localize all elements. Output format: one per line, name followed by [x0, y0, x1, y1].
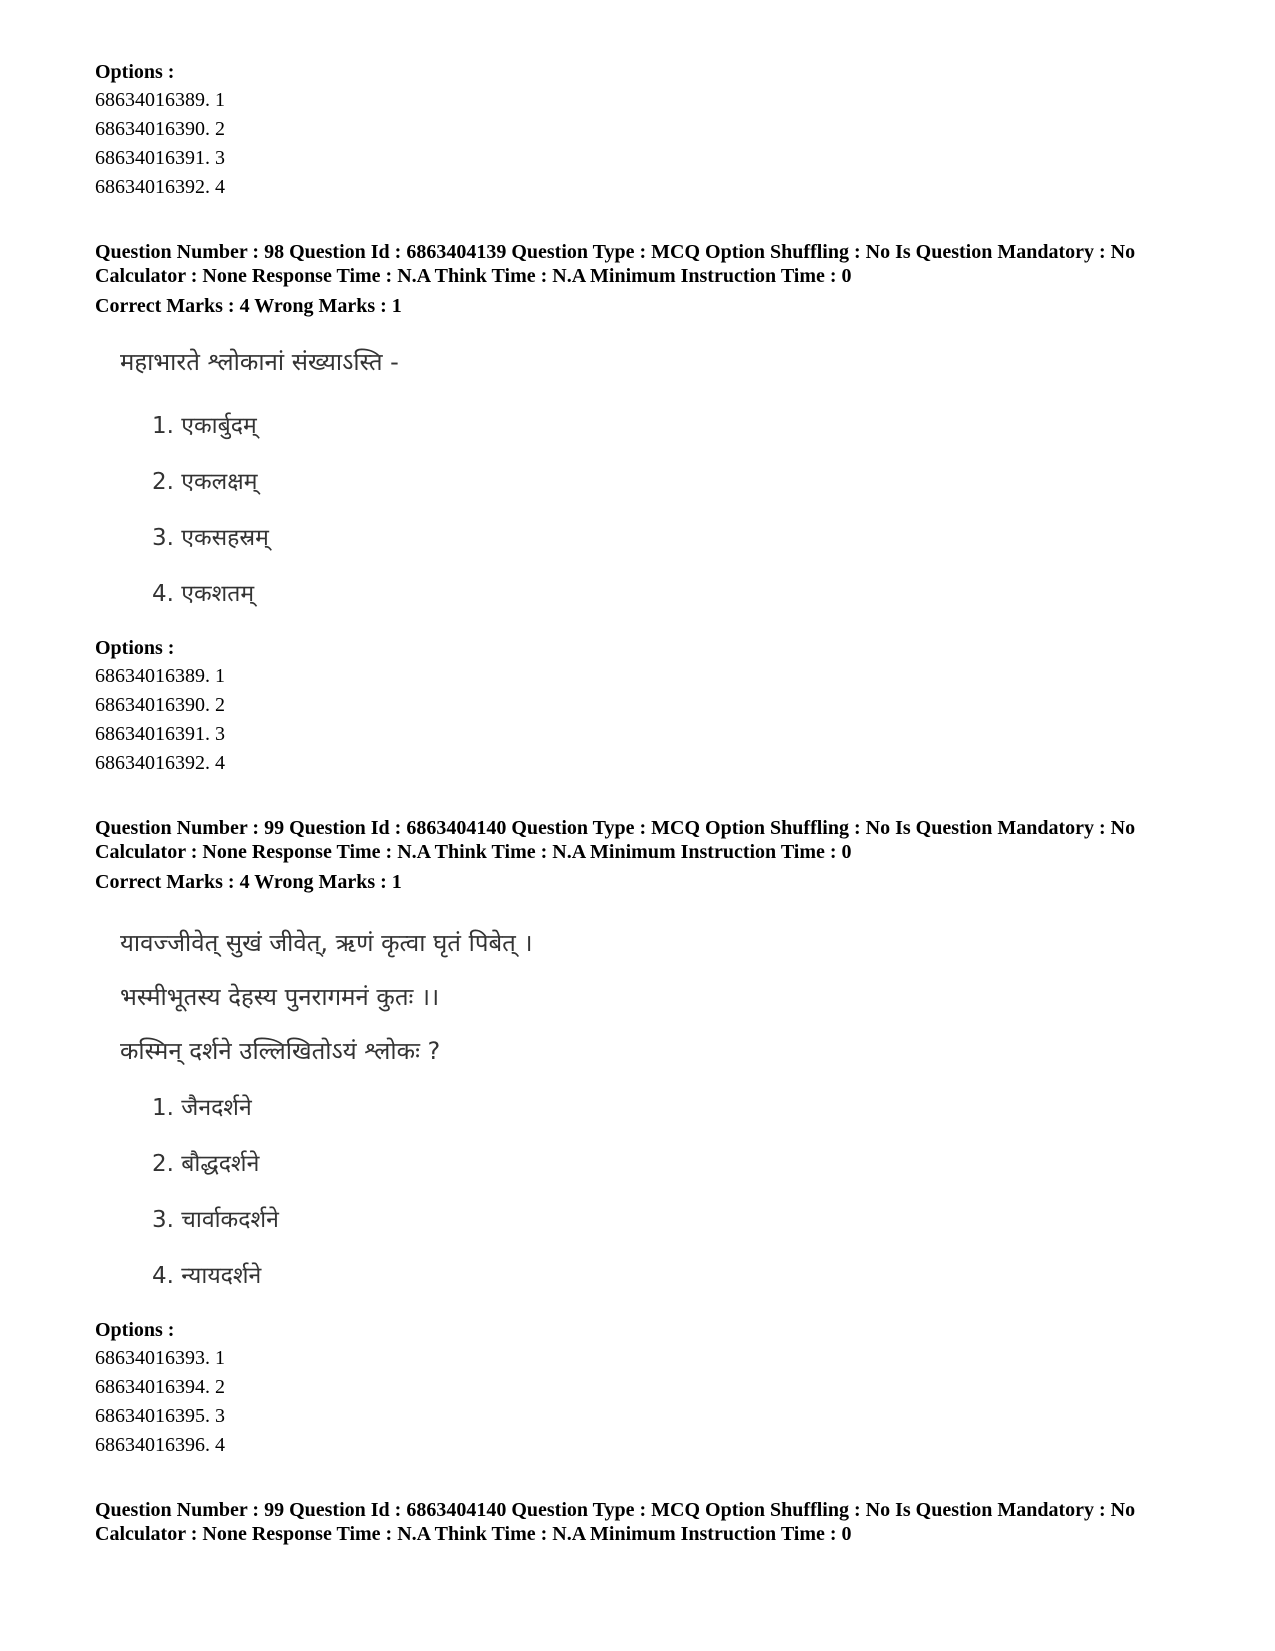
options-block	[95, 58, 1225, 202]
question-meta: Question Number : 98 Question Id : 6863404139 Question Type : MCQ Option Shuffling : No Is Question Mandatory : No Calculator : None Response Time : N.A Think Time : N.A Minimum Instruction Time : 0	[95, 241, 1136, 287]
options-label: Options :	[95, 637, 175, 659]
option-line: 68634016390. 2	[95, 118, 225, 140]
option-line: 68634016391. 3	[95, 723, 225, 745]
options-label: Options :	[95, 61, 175, 83]
question-text: कस्मिन् दर्शने उल्लिखितोऽयं श्लोकः ?	[120, 1037, 441, 1065]
options-block	[95, 1316, 1225, 1460]
question-text-block	[120, 916, 1225, 1304]
option-line: 68634016393. 1	[95, 1347, 225, 1369]
question-choice: 2. बौद्धदर्शने	[152, 1151, 260, 1177]
document-page	[95, 58, 1225, 1546]
option-line: 68634016392. 4	[95, 176, 225, 198]
question-choice: 3. चार्वाकदर्शने	[152, 1207, 279, 1233]
option-line: 68634016389. 1	[95, 665, 225, 687]
question-marks: Correct Marks : 4 Wrong Marks : 1	[95, 871, 402, 893]
options-block	[95, 634, 1225, 778]
question-text-block	[120, 342, 1225, 622]
question-text: यावज्जीवेत् सुखं जीवेत्, ऋणं कृत्वा घृतं पिबेत् ।	[120, 929, 533, 957]
question-choice: 3. एकसहस्रम्	[152, 525, 269, 551]
question-choice: 1. जैनदर्शने	[152, 1095, 252, 1121]
options-label: Options :	[95, 1319, 175, 1341]
option-line: 68634016396. 4	[95, 1434, 225, 1456]
question-98	[95, 240, 1225, 778]
question-marks: Correct Marks : 4 Wrong Marks : 1	[95, 295, 402, 317]
question-99-repeat	[95, 1498, 1225, 1546]
option-line: 68634016391. 3	[95, 147, 225, 169]
question-choice: 2. एकलक्षम्	[152, 469, 258, 495]
question-choice: 4. एकशतम्	[152, 581, 255, 607]
option-line: 68634016390. 2	[95, 694, 225, 716]
question-text: महाभारते श्लोकानां संख्याऽस्ति -	[120, 348, 399, 376]
option-line: 68634016394. 2	[95, 1376, 225, 1398]
question-choice: 4. न्यायदर्शने	[152, 1263, 262, 1289]
option-line: 68634016395. 3	[95, 1405, 225, 1427]
question-99	[95, 816, 1225, 1460]
option-line: 68634016392. 4	[95, 752, 225, 774]
question-meta: Question Number : 99 Question Id : 6863404140 Question Type : MCQ Option Shuffling : No Is Question Mandatory : No Calculator : None Response Time : N.A Think Time : N.A Minimum Instruction Time : 0	[95, 817, 1136, 863]
question-meta: Question Number : 99 Question Id : 6863404140 Question Type : MCQ Option Shuffling : No Is Question Mandatory : No Calculator : None Response Time : N.A Think Time : N.A Minimum Instruction Time : 0	[95, 1499, 1136, 1545]
option-line: 68634016389. 1	[95, 89, 225, 111]
question-text: भस्मीभूतस्य देहस्य पुनरागमनं कुतः ।।	[120, 983, 440, 1011]
question-choice: 1. एकार्बुदम्	[152, 413, 257, 439]
